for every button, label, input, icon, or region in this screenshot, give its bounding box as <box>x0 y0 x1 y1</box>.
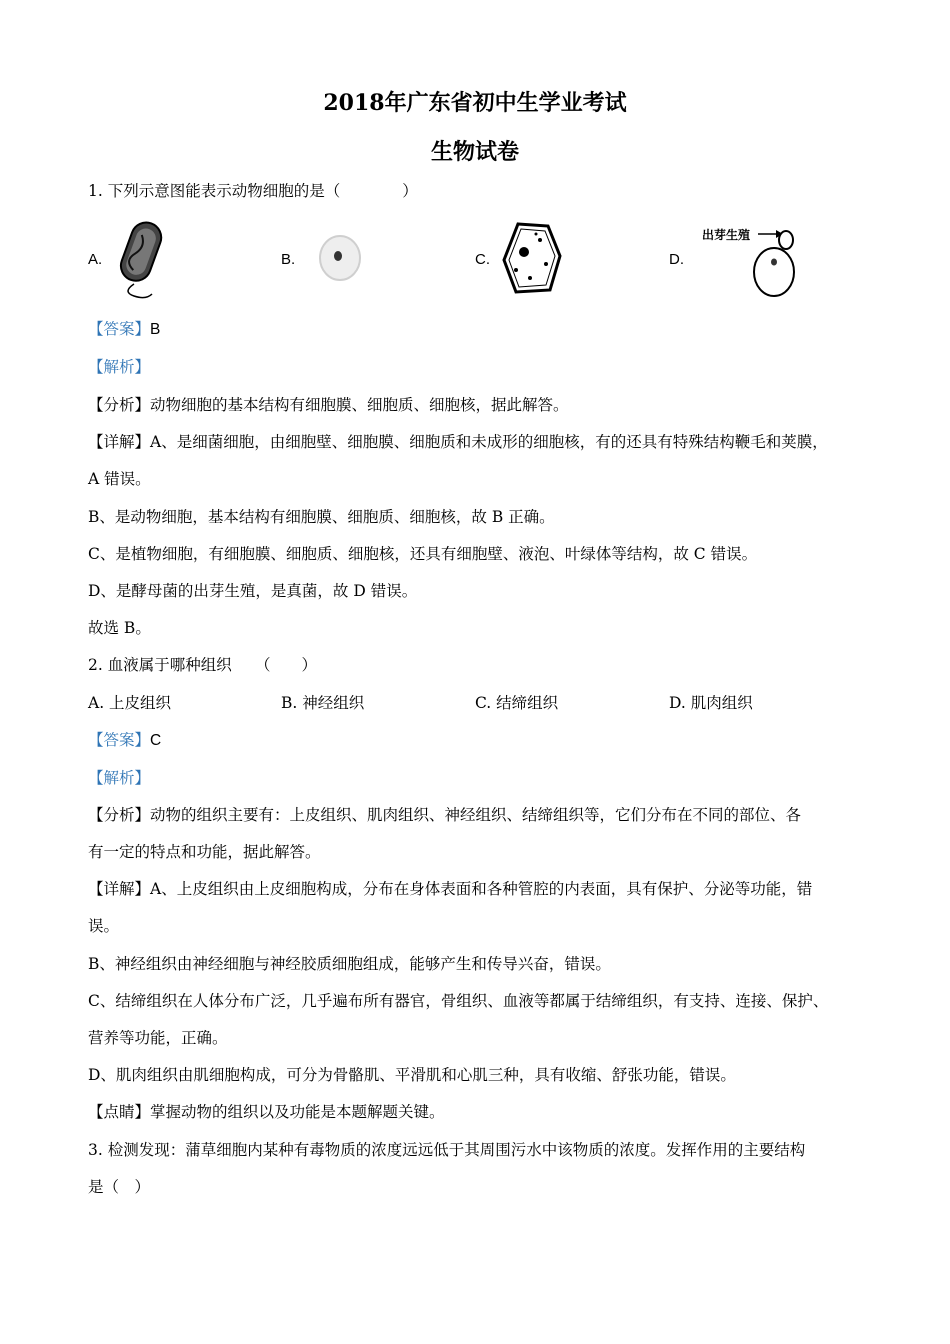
q2-dianjing-tag: 【点睛】 <box>88 1103 151 1121</box>
q2-line-c2: 营养等功能，正确。 <box>88 1029 228 1047</box>
q3-stem-line2: 是（ ） <box>88 1178 151 1196</box>
q1-xiangjie-tag: 【详解】 <box>88 433 151 451</box>
q1-option-d-label: D. <box>669 251 684 268</box>
budding-label: 出芽生殖 <box>702 228 751 242</box>
q2-xiangjie-line <box>88 878 868 900</box>
q1-xiangjie-line <box>88 431 868 453</box>
q1-fenxi-text: 动物细胞的基本结构有细胞膜、细胞质、细胞核，据此解答。 <box>150 396 569 414</box>
q2-fenxi-text2: 有一定的特点和功能，据此解答。 <box>88 843 321 861</box>
q2-dianjing-text: 掌握动物的组织以及功能是本题解题关键。 <box>150 1103 445 1121</box>
page-title: 2018年广东省初中生学业考试 <box>323 90 627 116</box>
q2-option-d: D. 肌肉组织 <box>669 694 753 712</box>
q2-fenxi-tag: 【分析】 <box>88 806 151 824</box>
q1-fenxi-line <box>88 394 868 416</box>
q2-option-a: A. 上皮组织 <box>88 694 172 712</box>
q1-stem: 1. 下列示意图能表示动物细胞的是（ ） <box>88 182 418 200</box>
q1-analysis-tag: 【解析】 <box>88 358 151 376</box>
yeast-budding-figure <box>700 220 800 300</box>
q1-answer-tag: 【答案】 <box>88 320 151 338</box>
q2-line-c1: C、结缔组织在人体分布广泛，几乎遍布所有器官，骨组织、血液等都属于结缔组织，有支持、连接、保护、 <box>88 992 829 1010</box>
q2-answer-line <box>88 729 868 752</box>
q1-xiangjie-a2: A 错误。 <box>88 470 151 488</box>
q1-conclusion: 故选 B。 <box>88 619 151 637</box>
page-subtitle: 生物试卷 <box>430 139 519 165</box>
q1-option-c-label: C. <box>475 251 490 268</box>
plant-cell-figure <box>500 220 564 296</box>
q2-xiangjie-a2: 误。 <box>88 917 120 935</box>
q2-fenxi-line <box>88 804 868 826</box>
q2-analysis-tag: 【解析】 <box>88 769 151 787</box>
q2-option-b: B. 神经组织 <box>281 694 365 712</box>
bacterium-cell-figure <box>112 218 172 304</box>
animal-cell-figure <box>316 232 364 284</box>
q1-line-c: C、是植物细胞，有细胞膜、细胞质、细胞核，还具有细胞壁、液泡、叶绿体等结构，故 C 错误。 <box>88 545 758 563</box>
q3-stem-line1: 3. 检测发现：蒲草细胞内某种有毒物质的浓度远远低于其周围污水中该物质的浓度。发挥作用的主要结构 <box>88 1141 806 1159</box>
q1-line-b: B、是动物细胞，基本结构有细胞膜、细胞质、细胞核，故 B 正确。 <box>88 508 555 526</box>
q2-line-d: D、肌肉组织由肌细胞构成，可分为骨骼肌、平滑肌和心肌三种，具有收缩、舒张功能，错误。 <box>88 1066 736 1084</box>
q2-dianjing-line <box>88 1101 868 1123</box>
q1-xiangjie-a1: A、是细菌细胞，由细胞壁、细胞膜、细胞质和未成形的细胞核，有的还具有特殊结构鞭毛和荚膜， <box>150 433 828 451</box>
q2-answer-tag: 【答案】 <box>88 731 151 749</box>
q2-answer-value: C <box>150 732 162 749</box>
q2-fenxi-text1: 动物的组织主要有：上皮组织、肌肉组织、神经组织、结缔组织等，它们分布在不同的部位、各 <box>150 806 802 824</box>
q2-xiangjie-a1: A、上皮组织由上皮细胞构成，分布在身体表面和各种管腔的内表面，具有保护、分泌等功能，错 <box>150 880 813 898</box>
q1-option-a-label: A. <box>88 251 103 268</box>
q1-answer-value: B <box>150 321 161 338</box>
q2-line-b: B、神经组织由神经细胞与神经胶质细胞组成，能够产生和传导兴奋，错误。 <box>88 955 611 973</box>
q1-option-b-label: B. <box>281 251 296 268</box>
q1-fenxi-tag: 【分析】 <box>88 396 151 414</box>
q1-line-d: D、是酵母菌的出芽生殖，是真菌，故 D 错误。 <box>88 582 418 600</box>
q2-xiangjie-tag: 【详解】 <box>88 880 151 898</box>
q1-answer-line <box>88 318 868 341</box>
q2-option-c: C. 结缔组织 <box>475 694 559 712</box>
q2-stem: 2. 血液属于哪种组织 （ ） <box>88 656 317 674</box>
